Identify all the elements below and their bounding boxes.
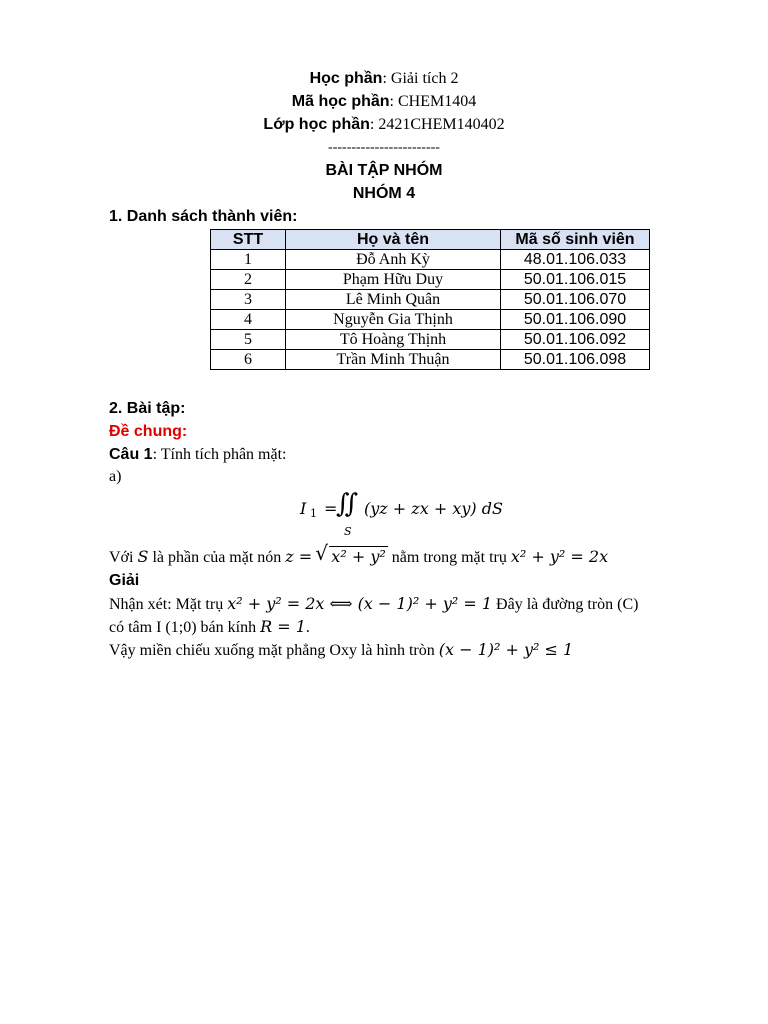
remark-line-2 [109, 616, 310, 639]
course-code-value: : CHEM1404 [389, 93, 477, 110]
table-cell: 5 [211, 330, 286, 350]
members-table [210, 229, 650, 370]
table-cell: 50.01.106.092 [501, 330, 650, 350]
remark-text: có tâm I (1;0) bán kính [109, 619, 261, 636]
table-cell: 2 [211, 270, 286, 290]
table-cell: 48.01.106.033 [501, 250, 650, 270]
radicand: x² + y² [331, 547, 386, 566]
table-row [211, 270, 650, 290]
remark-text: Đây là đường tròn (C) [492, 596, 639, 613]
table-cell: 4 [211, 310, 286, 330]
table-cell: Tô Hoàng Thịnh [286, 330, 501, 350]
projection-text: Vậy miền chiếu xuống mặt phẳng Oxy là hình tròn [109, 642, 439, 659]
integrand: (yz + zx + xy) dS [364, 499, 503, 518]
condition-text: nằm trong mặt trụ [387, 549, 511, 566]
table-cell: Đỗ Anh Kỳ [286, 250, 501, 270]
cylinder-equation: x² + y² = 2x [510, 547, 609, 566]
projection-line [109, 639, 573, 662]
table-cell: 6 [211, 350, 286, 370]
table-row [211, 290, 650, 310]
members-heading: 1. Danh sách thành viên: [109, 208, 298, 225]
table-cell: 1 [211, 250, 286, 270]
class-label: Lớp học phần [263, 116, 370, 133]
table-header-row [211, 230, 650, 250]
group-name: NHÓM 4 [352, 185, 416, 202]
table-row [211, 250, 650, 270]
class-value: : 2421CHEM140402 [369, 116, 505, 133]
integral-domain: S [344, 525, 352, 538]
course-label: Học phần [309, 70, 383, 87]
surface-condition [109, 546, 608, 569]
table-cell: 50.01.106.070 [501, 290, 650, 310]
condition-symbol-s: S [137, 547, 149, 566]
formula-lhs-subscript: 1 [310, 507, 317, 520]
column-header: Mã số sinh viên [501, 230, 650, 250]
disk-inequality: (x − 1)² + y² ≤ 1 [438, 640, 574, 659]
square-root [317, 546, 387, 568]
course-line [0, 68, 768, 90]
double-integral-symbol: ∬ [336, 489, 359, 519]
table-row [211, 330, 650, 350]
cone-equation-lhs: z = [285, 547, 318, 566]
class-line [0, 114, 768, 136]
table-cell: 50.01.106.090 [501, 310, 650, 330]
condition-text: là phần của mặt nón [148, 549, 286, 566]
cylinder-equivalence: x² + y² = 2x ⟺ (x − 1)² + y² = 1 [227, 594, 493, 613]
course-code-line [0, 91, 768, 113]
table-row [211, 310, 650, 330]
solution-heading: Giải [109, 572, 140, 589]
separator: ------------------------ [328, 140, 440, 155]
column-header: Họ và tên [286, 230, 501, 250]
question-label: Câu 1 [109, 446, 153, 463]
document-title: BÀI TẬP NHÓM [325, 162, 443, 179]
table-cell: 3 [211, 290, 286, 310]
column-header: STT [211, 230, 286, 250]
table-cell: 50.01.106.098 [501, 350, 650, 370]
table-cell: Trần Minh Thuận [286, 350, 501, 370]
formula-lhs: I [300, 499, 307, 518]
radius-equation: R = 1 [260, 617, 306, 636]
table-cell: 50.01.106.015 [501, 270, 650, 290]
table-cell: Nguyễn Gia Thịnh [286, 310, 501, 330]
table-cell: Lê Minh Quân [286, 290, 501, 310]
common-problem-heading: Đề chung: [109, 423, 188, 440]
table-row [211, 350, 650, 370]
course-code-label: Mã học phần [291, 93, 390, 110]
part-a-label: a) [109, 468, 122, 485]
formula-equals: = [324, 499, 338, 518]
remark-text: . [305, 619, 310, 636]
course-value: : Giải tích 2 [382, 70, 459, 87]
question-text: : Tính tích phân mặt: [152, 446, 287, 463]
table-cell: Phạm Hữu Duy [286, 270, 501, 290]
exercises-heading: 2. Bài tập: [109, 400, 186, 417]
question-1 [109, 444, 286, 466]
condition-text: Với [109, 549, 138, 566]
surface-integral-formula [300, 489, 560, 543]
remark-text: Nhận xét: Mặt trụ [109, 596, 228, 613]
remark-line [109, 593, 638, 616]
